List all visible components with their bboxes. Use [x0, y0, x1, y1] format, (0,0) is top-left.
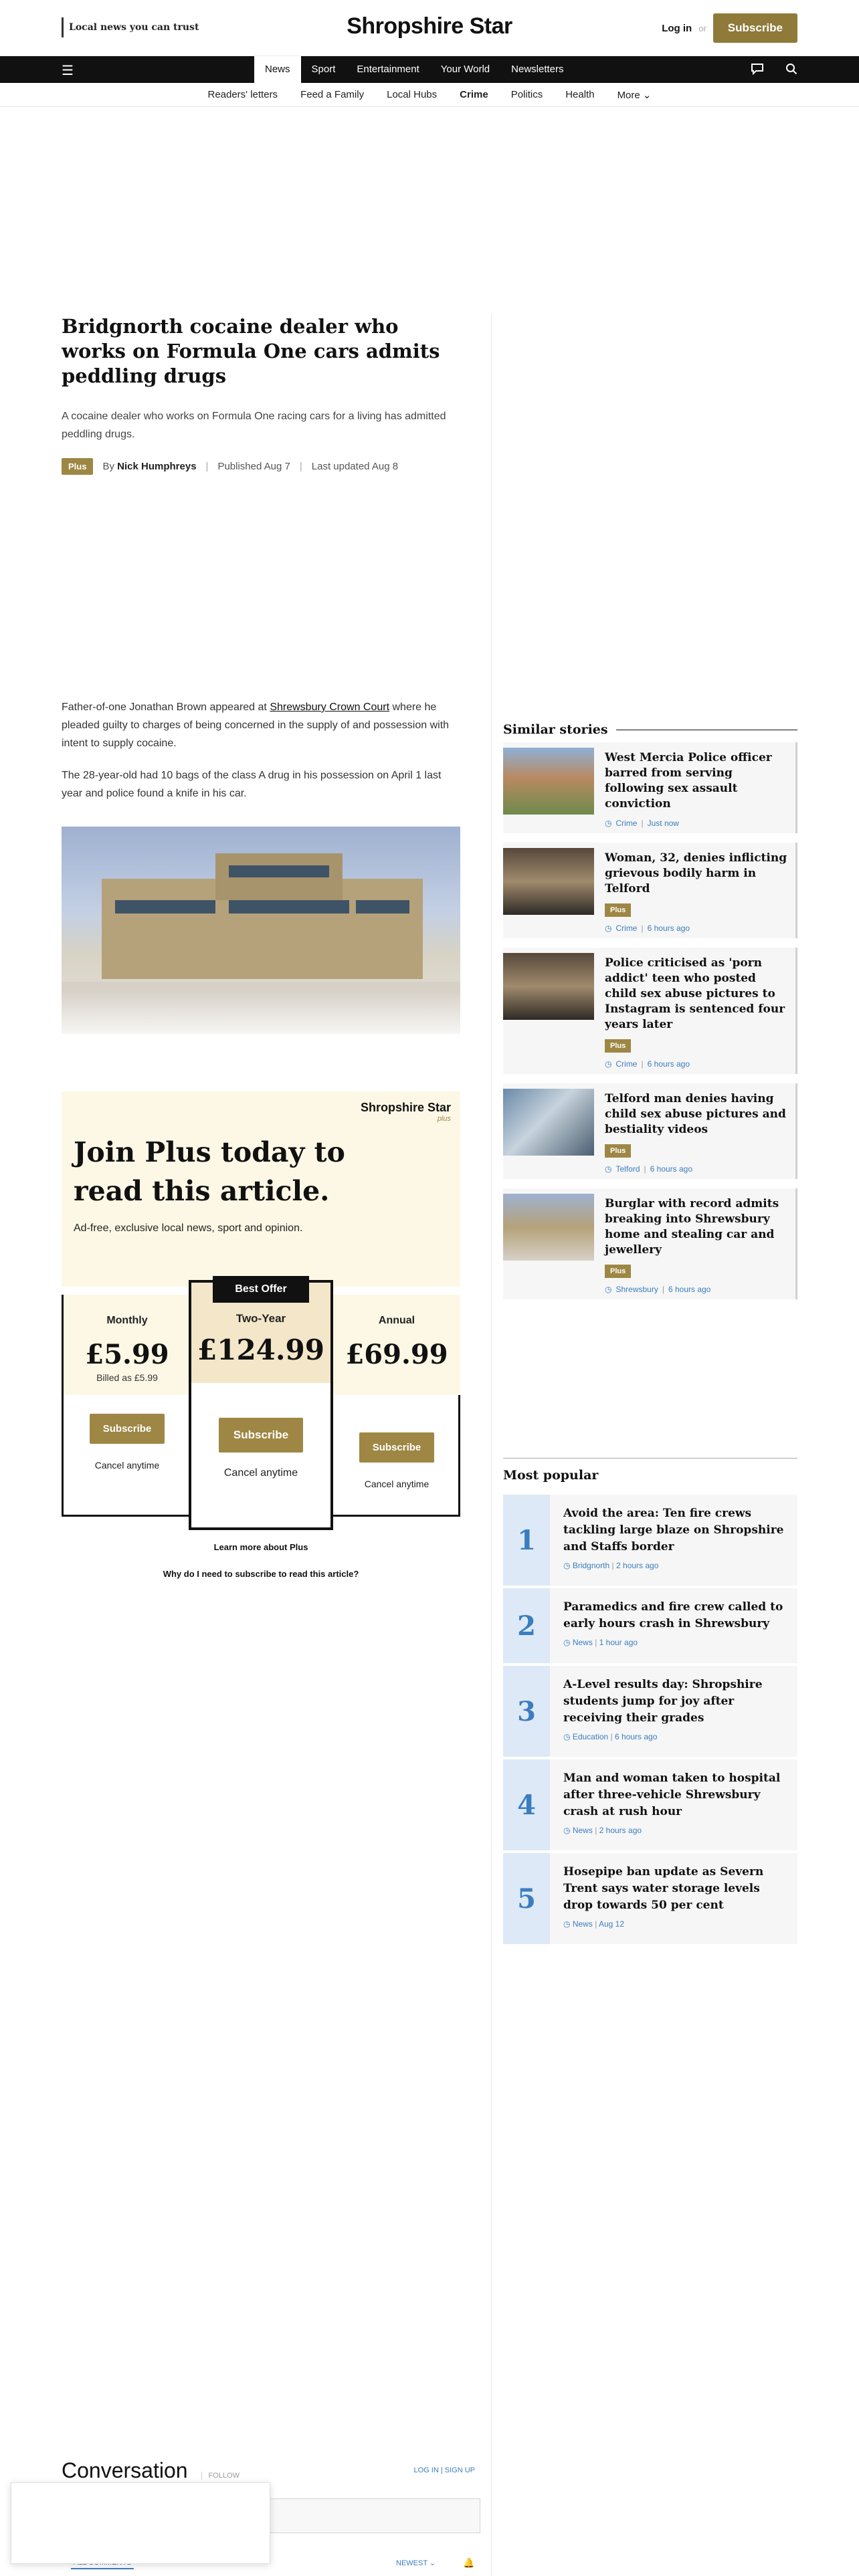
plus-badge: Plus: [62, 458, 93, 475]
plus-badge: Plus: [605, 903, 631, 917]
byline-separator: |: [205, 461, 209, 472]
plan-price: £124.99: [197, 1333, 324, 1366]
plus-badge: Plus: [605, 1039, 631, 1053]
story-body: [594, 848, 795, 933]
story-time: 6 hours ago: [647, 924, 690, 933]
story-time: 1 hour ago: [599, 1638, 638, 1647]
byline-separator: |: [299, 461, 302, 472]
meta-separator: |: [641, 924, 644, 933]
site-logo[interactable]: Shropshire Star: [347, 13, 512, 39]
hamburger-menu-icon[interactable]: ☰: [62, 64, 74, 78]
chat-bubble-icon[interactable]: [751, 63, 764, 78]
sort-dropdown[interactable]: [396, 2559, 436, 2567]
most-popular: [503, 1458, 797, 1947]
subnav-item-readers-letters[interactable]: Readers' letters: [207, 89, 278, 100]
nav-item-news[interactable]: News: [254, 56, 301, 83]
article-paragraph-2: The 28-year-old had 10 bags of the class A drug in his possession on April 1 last year and police found a knife in his car.: [62, 770, 442, 799]
story-thumbnail: [503, 1089, 594, 1156]
meta-separator: |: [641, 819, 644, 828]
plan-monthly[interactable]: [64, 1295, 191, 1471]
story-time: Aug 12: [598, 1919, 625, 1929]
story-time: 6 hours ago: [615, 1732, 658, 1741]
conversation-auth: LOG IN | SIGN UP: [413, 2466, 475, 2474]
rank-number: 2: [503, 1588, 550, 1663]
plan-two-year[interactable]: [189, 1280, 333, 1530]
rank-number: 1: [503, 1495, 550, 1586]
story-body: [550, 1853, 797, 1944]
plan-name: Monthly: [106, 1315, 148, 1326]
subnav-more[interactable]: [617, 89, 652, 101]
plus-badge: Plus: [605, 1265, 631, 1278]
story-body: [594, 953, 795, 1069]
learn-more-link[interactable]: Learn more about Plus: [213, 1542, 308, 1552]
story-meta: [563, 1638, 788, 1647]
paragraph-text: Father-of-one Jonathan Brown appeared at: [62, 702, 270, 713]
nav-item-your-world[interactable]: Your World: [440, 64, 490, 75]
similar-stories-header: [503, 722, 797, 737]
story-thumbnail: [503, 953, 594, 1020]
similar-story[interactable]: [503, 742, 797, 833]
photo-window: [229, 900, 349, 914]
story-thumbnail: [503, 748, 594, 815]
story-thumbnail: [503, 848, 594, 915]
story-time: 6 hours ago: [650, 1164, 693, 1174]
meta-separator: |: [595, 1919, 597, 1929]
popular-story[interactable]: [503, 1588, 797, 1663]
paywall-fade: [62, 990, 460, 1083]
paywall-logo-plus: plus: [437, 1115, 451, 1123]
subnav-item-more: More: [617, 89, 640, 101]
rank-number: 4: [503, 1759, 550, 1850]
plan-header: [333, 1295, 460, 1395]
paywall-logo: [361, 1101, 451, 1123]
story-category[interactable]: Telford: [615, 1164, 640, 1174]
story-meta: [605, 819, 787, 828]
clock-icon: ◷: [605, 1164, 612, 1174]
most-popular-list: [503, 1495, 797, 1944]
subnav-item-crime[interactable]: Crime: [460, 89, 488, 100]
subscribe-two-year-button[interactable]: Subscribe: [219, 1418, 303, 1453]
clock-icon: ◷: [605, 819, 612, 828]
author-name[interactable]: Nick Humphreys: [117, 461, 197, 472]
story-category[interactable]: Bridgnorth: [572, 1561, 610, 1570]
subnav-item-feed-a-family[interactable]: Feed a Family: [300, 89, 365, 100]
nav-items: [254, 56, 575, 83]
paywall-logo-name: Shropshire Star: [360, 1101, 451, 1114]
photo-window: [229, 865, 329, 877]
plan-billed: Billed as £5.99: [96, 1372, 158, 1383]
auth-area: [662, 13, 797, 43]
story-meta: [563, 1826, 788, 1835]
photo-window: [356, 900, 409, 914]
rank-number: 3: [503, 1666, 550, 1757]
meta-separator: |: [595, 1638, 597, 1647]
story-body: [594, 748, 795, 828]
story-time: Just now: [647, 819, 679, 828]
meta-separator: |: [610, 1732, 613, 1741]
similar-story[interactable]: [503, 1188, 797, 1299]
meta-separator: |: [595, 1826, 597, 1835]
story-meta: [563, 1561, 788, 1570]
story-time: 6 hours ago: [668, 1285, 711, 1294]
tagline: Local news you can trust: [62, 17, 199, 37]
conversation-login-link[interactable]: LOG IN: [413, 2466, 439, 2474]
meta-separator: |: [662, 1285, 664, 1294]
paywall-banner: [62, 1091, 460, 1287]
by-text: By: [102, 461, 114, 472]
popular-story[interactable]: [503, 1853, 797, 1944]
conversation-title: Conversation: [62, 2458, 188, 2482]
rank-number: 5: [503, 1853, 550, 1944]
clock-icon: ◷: [563, 1826, 571, 1835]
chevron-down-icon: ⌄: [642, 89, 652, 101]
story-meta: [605, 1059, 787, 1069]
plan-price: £5.99: [85, 1339, 169, 1370]
subscribe-annual-button[interactable]: Subscribe: [359, 1432, 435, 1463]
story-meta: [605, 1285, 787, 1294]
byline: [62, 458, 460, 475]
or-text: or: [698, 23, 706, 33]
story-body: [550, 1666, 797, 1757]
subnav-item-health[interactable]: Health: [565, 89, 595, 100]
similar-stories-title: Similar stories: [503, 722, 608, 737]
story-thumbnail: [503, 1194, 594, 1261]
article-header: [62, 314, 460, 475]
subnav-item-local-hubs[interactable]: Local Hubs: [387, 89, 438, 100]
story-category[interactable]: News: [572, 1919, 593, 1929]
author-line: [102, 461, 196, 472]
paragraph-text: where he pleaded guilty to charges of being concerned in the supply of and possession with intent to supply cocaine.: [62, 702, 450, 749]
similar-stories: [503, 722, 797, 1309]
story-meta: [605, 924, 787, 933]
why-subscribe-link[interactable]: Why do I need to subscribe to read this article?: [163, 1569, 359, 1579]
conversation-signup-link[interactable]: SIGN UP: [444, 2466, 475, 2474]
column-divider: [491, 314, 492, 2576]
section-rule: [503, 1458, 797, 1459]
story-title: Police criticised as 'porn addict' teen who posted child sex abuse pictures to Instagram is sentenced four years later: [605, 956, 785, 1031]
nav-item-newsletters[interactable]: Newsletters: [511, 64, 564, 75]
plan-price: £69.99: [345, 1339, 448, 1370]
article-headline: Bridgnorth cocaine dealer who works on Formula One cars admits peddling drugs: [62, 315, 440, 387]
subscribe-button[interactable]: Subscribe: [713, 13, 797, 43]
paywall-title: Join Plus today to read this article.: [74, 1136, 345, 1207]
story-body: [550, 1588, 797, 1663]
story-body: [550, 1759, 797, 1850]
article-paragraph-1: [62, 698, 460, 752]
story-category[interactable]: Shrewsbury: [615, 1285, 658, 1294]
photo-window: [115, 900, 215, 914]
similar-list: [503, 742, 797, 1299]
popular-story[interactable]: [503, 1759, 797, 1850]
plan-annual[interactable]: [333, 1295, 460, 1489]
subnav-item-politics[interactable]: Politics: [510, 89, 543, 100]
clock-icon: ◷: [563, 1561, 571, 1570]
meta-separator: |: [644, 1164, 646, 1174]
login-link[interactable]: Log in: [662, 22, 692, 34]
story-category[interactable]: News: [572, 1638, 593, 1647]
subscribe-monthly-button[interactable]: Subscribe: [90, 1414, 165, 1444]
story-meta: [563, 1919, 788, 1929]
sort-label: NEWEST: [396, 2559, 427, 2567]
popular-story[interactable]: [503, 1666, 797, 1757]
search-icon[interactable]: [785, 63, 797, 78]
clock-icon: ◷: [563, 1638, 571, 1647]
meta-separator: |: [611, 1561, 614, 1570]
story-category[interactable]: Education: [572, 1732, 609, 1741]
meta-separator: |: [641, 1059, 644, 1069]
main-nav: [0, 56, 859, 83]
similar-story[interactable]: [503, 1083, 797, 1179]
clock-icon: ◷: [605, 1285, 612, 1294]
story-title: A-Level results day: Shropshire students jump for joy after receiving their grades: [563, 1678, 763, 1725]
story-body: [594, 1089, 795, 1174]
conversation-section: [62, 2458, 483, 2568]
published-date: Published Aug 7: [217, 461, 290, 472]
popular-story[interactable]: [503, 1495, 797, 1586]
most-popular-title: Most popular: [503, 1468, 599, 1483]
story-title: Telford man denies having child sex abuse pictures and bestiality videos: [605, 1092, 786, 1136]
clock-icon: ◷: [563, 1732, 571, 1741]
similar-story[interactable]: [503, 948, 797, 1074]
sub-nav: [0, 83, 859, 107]
story-time: 2 hours ago: [599, 1826, 642, 1835]
nav-item-sport[interactable]: Sport: [311, 64, 336, 75]
article-standfirst: A cocaine dealer who works on Formula One racing cars for a living has admitted peddling drugs.: [62, 411, 446, 440]
story-category[interactable]: Crime: [615, 924, 638, 933]
story-title: Woman, 32, denies inflicting grievous bodily harm in Telford: [605, 851, 787, 895]
story-category[interactable]: Crime: [615, 1059, 638, 1069]
chevron-down-icon: ⌄: [429, 2559, 436, 2567]
story-meta: [605, 1164, 787, 1174]
plan-name: Annual: [378, 1315, 415, 1326]
clock-icon: ◷: [563, 1919, 571, 1929]
story-title: Man and woman taken to hospital after three-vehicle Shrewsbury crash at rush hour: [563, 1772, 781, 1818]
court-link[interactable]: Shrewsbury Crown Court: [270, 702, 390, 713]
story-title: Paramedics and fire crew called to early hours crash in Shrewsbury: [563, 1600, 783, 1630]
plan-cancel: Cancel anytime: [364, 1479, 430, 1489]
site-header: [0, 0, 859, 56]
story-body: [594, 1194, 795, 1294]
story-category[interactable]: News: [572, 1826, 593, 1835]
story-title: Avoid the area: Ten fire crews tackling large blaze on Shropshire and Staffs border: [563, 1507, 784, 1553]
nav-item-entertainment[interactable]: Entertainment: [357, 64, 419, 75]
plan-cancel: Cancel anytime: [223, 1467, 298, 1479]
ad-placeholder: [11, 2482, 270, 2564]
follow-button[interactable]: FOLLOW: [201, 2472, 240, 2480]
paywall-subtitle: Ad-free, exclusive local news, sport and opinion.: [74, 1222, 303, 1234]
nav-right-icons: [751, 63, 797, 78]
clock-icon: ◷: [605, 924, 612, 933]
story-time: 2 hours ago: [616, 1561, 659, 1570]
story-body: [550, 1495, 797, 1586]
plan-cancel: Cancel anytime: [94, 1460, 160, 1471]
plus-badge: Plus: [605, 1144, 631, 1158]
plan-name: Two-Year: [235, 1312, 286, 1325]
updated-date: Last updated Aug 8: [311, 461, 399, 472]
story-title: Burglar with record admits breaking into Shrewsbury home and stealing car and jewellery: [605, 1197, 779, 1257]
best-offer-tag: Best Offer: [213, 1276, 309, 1303]
story-title: Hosepipe ban update as Severn Trent says water storage levels drop towards 50 per cent: [563, 1865, 764, 1912]
story-title: West Mercia Police officer barred from serving following sex assault conviction: [605, 751, 772, 811]
clock-icon: ◷: [605, 1059, 612, 1069]
story-category[interactable]: Crime: [615, 819, 638, 828]
story-time: 6 hours ago: [647, 1059, 690, 1069]
story-meta: [563, 1732, 788, 1741]
bell-icon[interactable]: 🔔: [463, 2557, 475, 2568]
similar-story[interactable]: [503, 843, 797, 938]
